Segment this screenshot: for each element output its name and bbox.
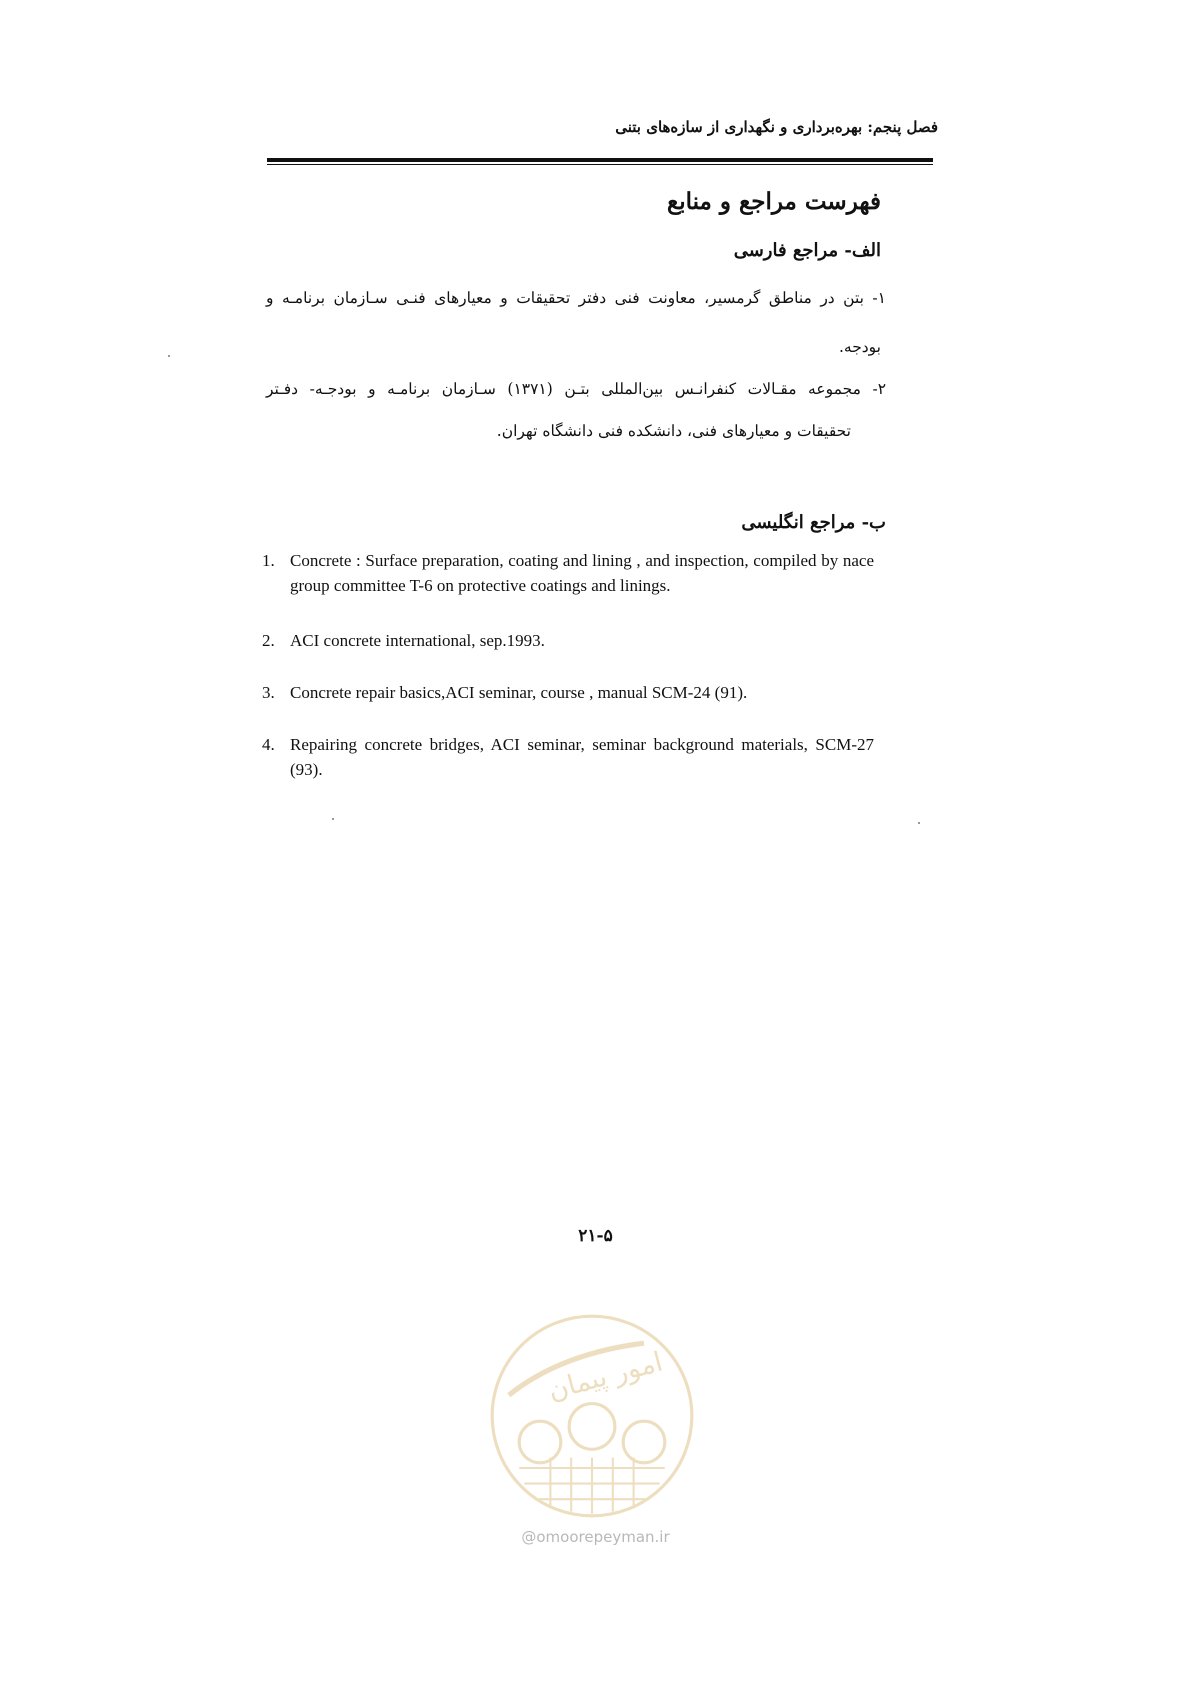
english-reference-2 (262, 628, 874, 653)
english-reference-4 (262, 732, 874, 782)
watermark-url: @omoorepeyman.ir (521, 1528, 670, 1546)
farsi-reference-2-line-2: تحقیقات و معیارهای فنی، دانشکده فنی دانشگاه تهران. (496, 422, 851, 440)
reference-text: Concrete repair basics,ACI seminar, course , manual SCM-24 (91). (290, 683, 748, 702)
reference-number: 2. (262, 631, 275, 650)
reference-number: 4. (262, 735, 275, 754)
reference-text: Concrete : Surface preparation, coating and lining , and inspection, compiled by nace group committee T-6 on protective coatings and linings. (290, 551, 874, 595)
header-rule-thin (267, 164, 933, 165)
reference-number: 1. (262, 551, 275, 570)
reference-text: ACI concrete international, sep.1993. (290, 631, 545, 650)
farsi-reference-2-line-1: ۲- مجموعه مقـالات کنفرانـس بین‌المللی بتـن (۱۳۷۱) سـازمان برنامـه و بودجـه- دفـتر (266, 380, 887, 398)
watermark-logo-text: امور پیمان (544, 1346, 666, 1407)
watermark-logo (488, 1312, 696, 1520)
page-number: ۲۱-۵ (578, 1226, 613, 1246)
english-references-heading: ب- مراجع انگلیسی (741, 512, 886, 533)
reference-text: Repairing concrete bridges, ACI seminar, seminar background materials, SCM-27 (93). (290, 735, 874, 779)
english-reference-3 (262, 680, 874, 705)
english-reference-1 (262, 548, 874, 598)
page-title: فهرست مراجع و منابع (666, 188, 881, 215)
scan-speck (168, 355, 170, 357)
farsi-reference-1-line-1: ۱- بتن در مناطق گرمسیر، معاونت فنی دفتر تحقیقات و معیارهای فنـی سـازمان برنامـه و (266, 289, 886, 307)
scan-speck (332, 818, 334, 820)
header-rule-thick (267, 158, 933, 162)
scan-speck (918, 822, 920, 824)
farsi-references-heading: الف- مراجع فارسی (733, 240, 881, 261)
reference-number: 3. (262, 683, 275, 702)
farsi-reference-1-line-2: بودجه. (838, 338, 881, 356)
running-header: فصل پنجم: بهره‌برداری و نگهداری از سازه‌های بتنی (615, 118, 938, 136)
